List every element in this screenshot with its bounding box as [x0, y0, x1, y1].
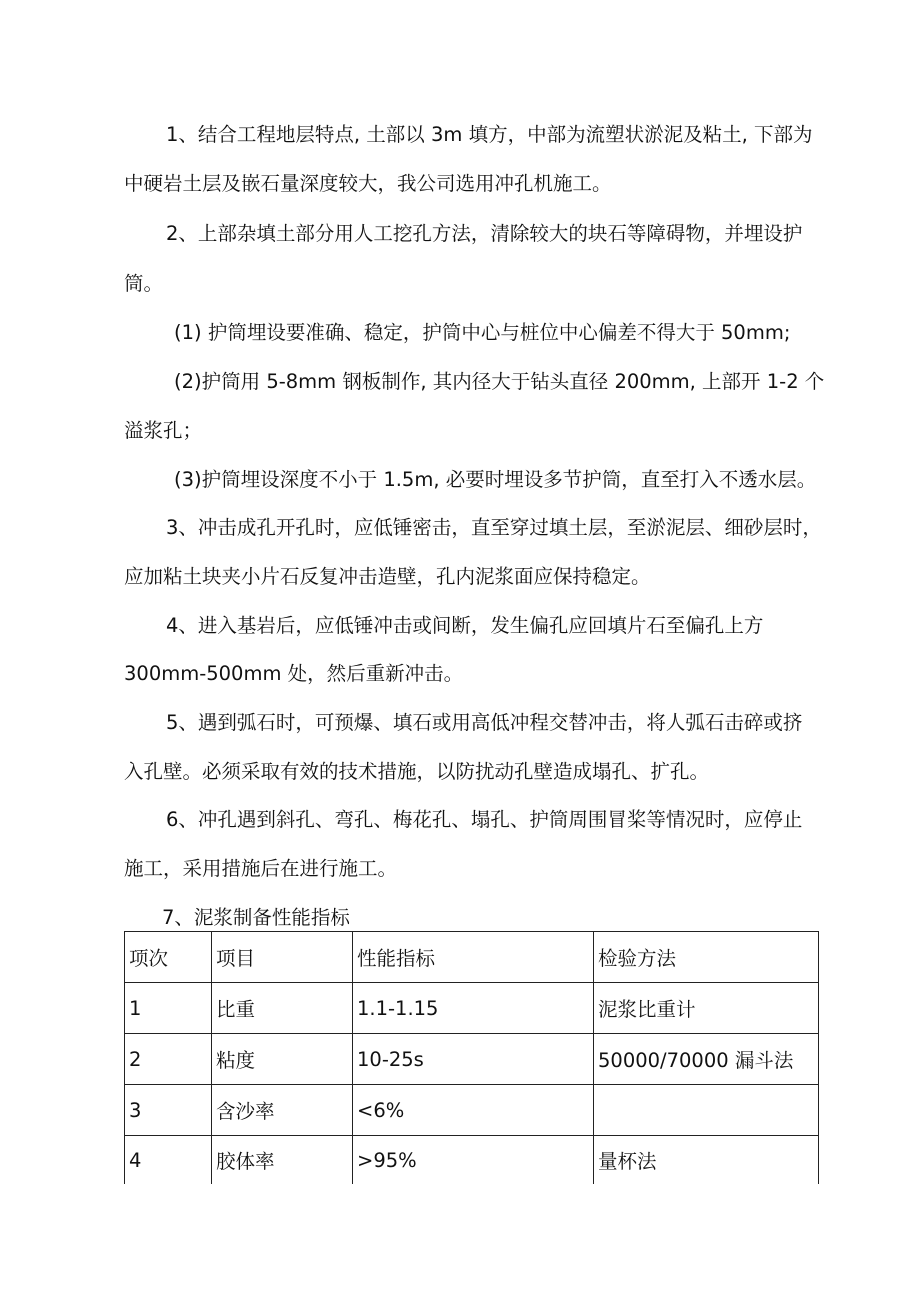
table-cell: 含沙率	[212, 1085, 353, 1136]
para-2-line-2: 筒。	[124, 272, 164, 295]
table-cell: 3	[125, 1085, 212, 1136]
table-row	[125, 1085, 819, 1136]
para-6-line-2: 施工，采用措施后在进行施工。	[124, 857, 398, 880]
table-cell: <6%	[353, 1085, 594, 1136]
table-caption: 7、泥浆制备性能指标	[162, 906, 350, 929]
para-2-item-2-line-2: 溢浆孔；	[124, 419, 203, 442]
table-cell: 胶体率	[212, 1136, 353, 1185]
table-cell: 粘度	[212, 1034, 353, 1085]
table-cell: 10-25s	[353, 1034, 594, 1085]
slurry-performance-table	[124, 931, 819, 1184]
para-6-line-1: 6、冲孔遇到斜孔、弯孔、梅花孔、塌孔、护筒周围冒桨等情况时，应停止	[166, 808, 803, 831]
table-header-cell: 性能指标	[353, 932, 594, 983]
para-2-item-3: (3)护筒埋设深度不小于 1.5m, 必要时埋设多节护筒，直至打入不透水层。	[174, 468, 817, 491]
table-cell: 4	[125, 1136, 212, 1185]
para-2-item-2-line-1: (2)护筒用 5-8mm 钢板制作, 其内径大于钻头直径 200mm, 上部开 1-2 个	[174, 370, 825, 393]
table-header-row	[125, 932, 819, 983]
table-cell: 1	[125, 983, 212, 1034]
table-cell: >95%	[353, 1136, 594, 1185]
table-header-cell: 项次	[125, 932, 212, 983]
para-1-line-2: 中硬岩土层及嵌石量深度较大，我公司选用冲孔机施工。	[124, 172, 612, 195]
para-5-line-1: 5、遇到弧石时，可预爆、填石或用高低冲程交替冲击，将人弧石击碎或挤	[166, 711, 803, 734]
para-3-line-1: 3、冲击成孔开孔时，应低锤密击，直至穿过填土层，至淤泥层、细砂层时，	[166, 516, 822, 539]
table-row	[125, 1136, 819, 1185]
table-cell: 2	[125, 1034, 212, 1085]
table-row	[125, 983, 819, 1034]
table-row	[125, 1034, 819, 1085]
table-header-cell: 项目	[212, 932, 353, 983]
table-cell: 1.1-1.15	[353, 983, 594, 1034]
para-1-line-1: 1、结合工程地层特点, 土部以 3m 填方，中部为流塑状淤泥及粘土, 下部为	[166, 123, 813, 146]
table-cell: 比重	[212, 983, 353, 1034]
para-2-line-1: 2、上部杂填土部分用人工挖孔方法，清除较大的块石等障碍物，并埋设护	[166, 222, 803, 245]
table-cell: 泥浆比重计	[594, 983, 819, 1034]
para-5-line-2: 入孔壁。必须采取有效的技术措施，以防扰动孔壁造成塌孔、扩孔。	[124, 760, 710, 783]
para-3-line-2: 应加粘土块夹小片石反复冲击造壁，孔内泥浆面应保持稳定。	[124, 565, 651, 588]
table-cell	[594, 1085, 819, 1136]
para-4-line-2: 300mm-500mm 处，然后重新冲击。	[124, 662, 464, 685]
table-header-cell: 检验方法	[594, 932, 819, 983]
table-cell: 50000/70000 漏斗法	[594, 1034, 819, 1085]
para-4-line-1: 4、进入基岩后，应低锤冲击或间断，发生偏孔应回填片石至偏孔上方	[166, 614, 764, 637]
table-cell: 量杯法	[594, 1136, 819, 1185]
para-2-item-1: (1) 护筒埋设要准确、稳定，护筒中心与桩位中心偏差不得大于 50mm;	[174, 321, 791, 344]
